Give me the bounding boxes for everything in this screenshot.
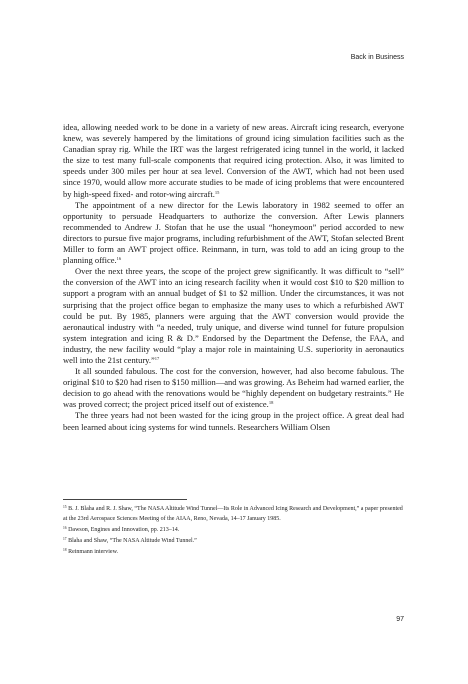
- paragraph: [63, 366, 404, 410]
- footnote-text: Reinmann interview.: [68, 548, 119, 555]
- body-text: [63, 122, 404, 433]
- note-ref[interactable]: 16: [116, 256, 122, 262]
- running-head: Back in Business: [350, 54, 404, 61]
- footnote-number: 16: [63, 525, 67, 530]
- paragraph-text: The three years had not been wasted for the icing group in the project office. A great deal had been learned about icing systems for wind tunnels. Researchers William Olsen: [63, 410, 404, 432]
- paragraph: [63, 410, 404, 432]
- footnote-text: Dawson, Engines and Innovation, pp. 213–14.: [68, 526, 180, 533]
- footnotes: [63, 505, 404, 559]
- paragraph-text: The appointment of a new director for the Lewis laboratory in 1982 seemed to offer an opportunity to persuade Headquarters to authorize the conversion. After Lewis planners recommended to Andrew J. Stofan that he use the usual “honeymoon” period accorded to new directors to pursue five major programs, including refurbishment of the AWT, Stofan selected Brent Miller to form an AWT project office. Reinmann, in turn, was told to add an icing group to the planning office.: [63, 199, 404, 266]
- paragraph: [63, 266, 404, 366]
- footnote-number: 18: [63, 547, 67, 552]
- footnote-text: B. J. Blaha and R. J. Shaw, “The NASA Altitude Wind Tunnel—Its Role in Advanced Icing Research and Development,” a paper presented at the 23rd Aerospace Sciences Meeting of the AIAA, Reno, Nevada, 14–17 January 1985.: [63, 506, 403, 522]
- paragraph-text: idea, allowing needed work to be done in a variety of new areas. Aircraft icing research, everyone knew, was severely hampered by the limitations of ground icing simulation facilities such as the Canadian spray rig. While the IRT was the largest refrigerated icing tunnel in the world, it lacked the size to test many full-scale components that required icing protection. Also, it was limited to speeds under 300 miles per hour at sea level. Conversion of the AWT, which had not been used since 1970, would allow more accurate studies to be made of icing problems that were encountered by high-speed fixed- and rotor-wing aircraft.: [63, 122, 404, 199]
- note-ref[interactable]: 15: [214, 189, 220, 195]
- footnote-number: 17: [63, 536, 67, 541]
- paragraph: [63, 122, 404, 200]
- footnote: [63, 526, 404, 536]
- footnote: [63, 537, 404, 547]
- footnote-number: 15: [63, 505, 67, 509]
- paragraph-text: Over the next three years, the scope of the project grew significantly. It was difficult to “sell” the conversion of the AWT into an icing research facility when it would cost $10 to $20 million to support a program with an annual budget of $1 to $2 million. Under the circumstances, it was not surprising that the project office began to emphasize the many uses to which a refurbished AWT could be put. By 1985, planners were arguing that the AWT conversion would provide the aeronautical industry with “a needed, truly unique, and diverse wind tunnel for future propulsion system integration and icing R & D.” Endorsed by the Department the Defense, the FAA, and industry, the new facility would “play a major role in maintaining U.S. superiority in aeronautics well into the 21st century.”: [63, 266, 404, 365]
- footnote-rule: [63, 499, 187, 500]
- paragraph-text: It all sounded fabulous. The cost for the conversion, however, had also become fabulous. The original $10 to $20 had risen to $150 million—and was growing. As Beheim had warned earlier, the decision to go ahead with the renovations would be “highly dependent on budgetary restraints.” He was proved correct; the project priced itself out of existence.: [63, 366, 404, 410]
- footnote-text: Blaha and Shaw, “The NASA Altitude Wind Tunnel.”: [68, 537, 197, 544]
- note-ref[interactable]: 18: [268, 400, 274, 406]
- note-ref[interactable]: 17: [154, 355, 160, 361]
- footnote: [63, 505, 404, 524]
- page-number: 97: [396, 616, 404, 623]
- footnote: [63, 548, 404, 558]
- paragraph: [63, 200, 404, 267]
